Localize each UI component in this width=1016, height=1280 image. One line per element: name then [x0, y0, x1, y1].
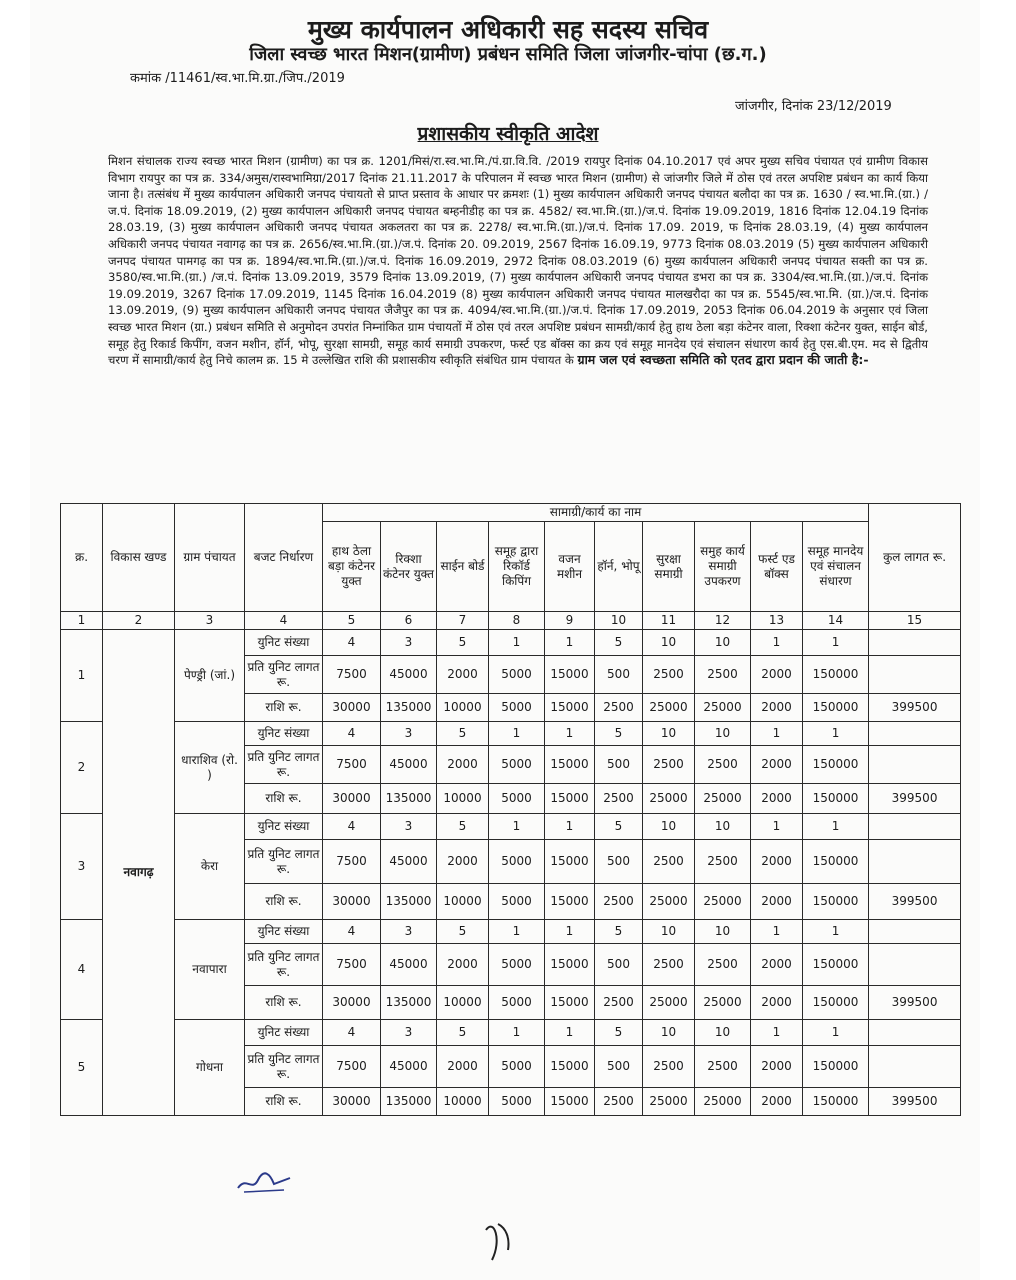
cell-value: 5 — [437, 630, 489, 656]
cell-value: 2500 — [695, 840, 751, 884]
row-label: युनिट संख्या — [245, 920, 323, 944]
row-sno: 1 — [61, 630, 103, 722]
cell-value: 2500 — [595, 986, 643, 1020]
cell-value: 3 — [381, 920, 437, 944]
cell-value: 30000 — [323, 694, 381, 722]
cell-value: 1 — [803, 920, 869, 944]
cell-value: 45000 — [381, 944, 437, 986]
header-material-group: सामाग्री/कार्य का नाम — [323, 504, 869, 522]
row-label: युनिट संख्या — [245, 814, 323, 840]
header-item: सुरक्षा समाग्री — [643, 522, 695, 612]
cell-value: 10 — [643, 1020, 695, 1046]
cell-value: 1 — [489, 722, 545, 746]
column-number: 10 — [595, 612, 643, 630]
row-total-blank — [869, 746, 961, 784]
cell-value: 135000 — [381, 986, 437, 1020]
row-label: प्रति युनिट लागत रू. — [245, 944, 323, 986]
cell-value: 1 — [545, 920, 595, 944]
row-sno: 4 — [61, 920, 103, 1020]
row-total-blank — [869, 814, 961, 840]
cell-value: 150000 — [803, 944, 869, 986]
header-item: हाथ ठेला बड़ा कंटेनर युक्त — [323, 522, 381, 612]
cell-value: 5000 — [489, 1046, 545, 1088]
cell-value: 45000 — [381, 840, 437, 884]
header-sno: क्र. — [61, 504, 103, 612]
cell-value: 45000 — [381, 656, 437, 694]
cell-value: 10 — [643, 630, 695, 656]
row-label: राशि रू. — [245, 1088, 323, 1116]
column-number: 1 — [61, 612, 103, 630]
cell-value: 2000 — [751, 986, 803, 1020]
header-total: कुल लागत रू. — [869, 504, 961, 612]
cell-value: 2000 — [751, 746, 803, 784]
cell-value: 2500 — [595, 1088, 643, 1116]
column-number: 9 — [545, 612, 595, 630]
cell-value: 5000 — [489, 746, 545, 784]
cell-value: 1 — [545, 722, 595, 746]
cell-value: 5 — [437, 814, 489, 840]
cell-value: 2000 — [751, 1046, 803, 1088]
cell-value: 2500 — [595, 884, 643, 920]
header-item: फर्स्ट एड बॉक्स — [751, 522, 803, 612]
cell-value: 25000 — [643, 884, 695, 920]
cell-value: 1 — [489, 920, 545, 944]
cell-value: 45000 — [381, 1046, 437, 1088]
cell-value: 4 — [323, 630, 381, 656]
cell-value: 150000 — [803, 986, 869, 1020]
cell-value: 30000 — [323, 784, 381, 814]
cell-value: 10 — [695, 1020, 751, 1046]
cell-value: 25000 — [695, 694, 751, 722]
cell-value: 500 — [595, 840, 643, 884]
row-label: प्रति युनिट लागत रू. — [245, 1046, 323, 1088]
cell-value: 10000 — [437, 1088, 489, 1116]
cell-value: 4 — [323, 814, 381, 840]
cell-value: 150000 — [803, 784, 869, 814]
row-total-blank — [869, 944, 961, 986]
cell-value: 3 — [381, 722, 437, 746]
signature-stroke — [480, 1210, 520, 1270]
cell-value: 1 — [803, 722, 869, 746]
row-gp: नवापारा — [175, 920, 245, 1020]
cell-value: 25000 — [695, 884, 751, 920]
cell-value: 3 — [381, 814, 437, 840]
cell-value: 15000 — [545, 840, 595, 884]
row-total: 399500 — [869, 1088, 961, 1116]
cell-value: 500 — [595, 944, 643, 986]
row-total-blank — [869, 840, 961, 884]
row-label: प्रति युनिट लागत रू. — [245, 656, 323, 694]
order-body-last: ग्राम जल एवं स्वच्छता समिति को एतद द्वारा प्रदान की जाती है:- — [577, 352, 869, 368]
row-total-blank — [869, 722, 961, 746]
cell-value: 15000 — [545, 1046, 595, 1088]
header-gp: ग्राम पंचायत — [175, 504, 245, 612]
row-gp: केरा — [175, 814, 245, 920]
cell-value: 1 — [489, 814, 545, 840]
cell-value: 3 — [381, 1020, 437, 1046]
cell-value: 150000 — [803, 1088, 869, 1116]
cell-value: 1 — [751, 920, 803, 944]
cell-value: 2000 — [751, 944, 803, 986]
cell-value: 1 — [803, 1020, 869, 1046]
row-label: युनिट संख्या — [245, 1020, 323, 1046]
row-total-blank — [869, 1020, 961, 1046]
column-number: 5 — [323, 612, 381, 630]
cell-value: 5000 — [489, 884, 545, 920]
row-label: राशि रू. — [245, 694, 323, 722]
cell-value: 7500 — [323, 656, 381, 694]
cell-value: 4 — [323, 920, 381, 944]
order-body — [108, 153, 928, 369]
cell-value: 10 — [643, 814, 695, 840]
cell-value: 10 — [695, 920, 751, 944]
header-item: समुह कार्य समाग्री उपकरण — [695, 522, 751, 612]
cell-value: 10 — [695, 630, 751, 656]
header-item: समूह द्वारा रिकॉर्ड किपिंग — [489, 522, 545, 612]
row-sno: 3 — [61, 814, 103, 920]
cell-value: 1 — [489, 1020, 545, 1046]
cell-value: 135000 — [381, 694, 437, 722]
cell-value: 150000 — [803, 840, 869, 884]
row-total-blank — [869, 656, 961, 694]
cell-value: 10 — [643, 722, 695, 746]
row-label: युनिट संख्या — [245, 722, 323, 746]
cell-value: 25000 — [695, 784, 751, 814]
cell-value: 5 — [595, 722, 643, 746]
header-item: रिक्शा कंटेनर युक्त — [381, 522, 437, 612]
row-total-blank — [869, 920, 961, 944]
cell-value: 5000 — [489, 944, 545, 986]
cell-value: 5 — [595, 1020, 643, 1046]
cell-value: 1 — [803, 630, 869, 656]
row-label: प्रति युनिट लागत रू. — [245, 746, 323, 784]
cell-value: 7500 — [323, 746, 381, 784]
row-block — [103, 630, 175, 1116]
cell-value: 5 — [595, 630, 643, 656]
cell-value: 2000 — [751, 884, 803, 920]
row-total: 399500 — [869, 986, 961, 1020]
cell-value: 2500 — [643, 840, 695, 884]
cell-value: 150000 — [803, 884, 869, 920]
cell-value: 15000 — [545, 1088, 595, 1116]
cell-value: 2000 — [437, 1046, 489, 1088]
cell-value: 2000 — [751, 694, 803, 722]
sanction-table — [60, 503, 961, 1116]
cell-value: 2500 — [695, 746, 751, 784]
cell-value: 15000 — [545, 694, 595, 722]
cell-value: 500 — [595, 1046, 643, 1088]
cell-value: 2000 — [751, 840, 803, 884]
cell-value: 15000 — [545, 884, 595, 920]
cell-value: 2500 — [695, 656, 751, 694]
column-number: 15 — [869, 612, 961, 630]
cell-value: 2500 — [695, 944, 751, 986]
cell-value: 2500 — [695, 1046, 751, 1088]
cell-value: 5000 — [489, 986, 545, 1020]
cell-value: 7500 — [323, 1046, 381, 1088]
cell-value: 2000 — [751, 656, 803, 694]
table-row — [61, 630, 961, 656]
row-total: 399500 — [869, 884, 961, 920]
cell-value: 10000 — [437, 784, 489, 814]
cell-value: 5 — [437, 920, 489, 944]
cell-value: 2000 — [751, 1088, 803, 1116]
cell-value: 2500 — [643, 944, 695, 986]
cell-value: 2000 — [437, 746, 489, 784]
row-label: राशि रू. — [245, 784, 323, 814]
cell-value: 500 — [595, 656, 643, 694]
cell-value: 1 — [751, 722, 803, 746]
cell-value: 10000 — [437, 986, 489, 1020]
cell-value: 2000 — [437, 840, 489, 884]
cell-value: 2000 — [437, 656, 489, 694]
order-title — [0, 120, 1016, 146]
column-number: 3 — [175, 612, 245, 630]
cell-value: 5000 — [489, 784, 545, 814]
column-number: 13 — [751, 612, 803, 630]
block-name: नवागढ़ — [123, 865, 154, 879]
cell-value: 2500 — [595, 694, 643, 722]
header-item: साईन बोर्ड — [437, 522, 489, 612]
cell-value: 1 — [751, 814, 803, 840]
column-number: 7 — [437, 612, 489, 630]
row-sno: 2 — [61, 722, 103, 814]
cell-value: 15000 — [545, 986, 595, 1020]
cell-value: 150000 — [803, 1046, 869, 1088]
cell-value: 15000 — [545, 746, 595, 784]
cell-value: 5 — [595, 920, 643, 944]
header-budget: बजट निर्धारण — [245, 504, 323, 612]
column-number: 11 — [643, 612, 695, 630]
cell-value: 1 — [751, 1020, 803, 1046]
header-block: विकास खण्ड — [103, 504, 175, 612]
cell-value: 25000 — [695, 1088, 751, 1116]
row-total: 399500 — [869, 694, 961, 722]
cell-value: 10 — [695, 814, 751, 840]
cell-value: 30000 — [323, 986, 381, 1020]
column-number: 8 — [489, 612, 545, 630]
cell-value: 25000 — [695, 986, 751, 1020]
header-item: समूह मानदेय एवं संचालन संधारण — [803, 522, 869, 612]
cell-value: 2500 — [643, 656, 695, 694]
cell-value: 4 — [323, 1020, 381, 1046]
cell-value: 2500 — [643, 1046, 695, 1088]
header-item: वजन मशीन — [545, 522, 595, 612]
row-label: राशि रू. — [245, 884, 323, 920]
table-row — [61, 722, 961, 746]
cell-value: 135000 — [381, 884, 437, 920]
office-subtitle: जिला स्वच्छ भारत मिशन(ग्रामीण) प्रबंधन समिति जिला जांजगीर-चांपा (छ.ग.) — [249, 44, 767, 65]
order-date: जांजगीर, दिनांक 23/12/2019 — [735, 99, 892, 114]
cell-value: 5 — [437, 1020, 489, 1046]
cell-value: 1 — [545, 1020, 595, 1046]
reference-number: कमांक /11461/स्व.भा.मि.ग्रा./जिप./2019 — [130, 71, 345, 86]
office-title: मुख्य कार्यपालन अधिकारी सह सदस्य सचिव — [307, 15, 709, 44]
cell-value: 1 — [545, 814, 595, 840]
cell-value: 5 — [595, 814, 643, 840]
cell-value: 135000 — [381, 1088, 437, 1116]
signature-mark — [234, 1168, 294, 1196]
column-number: 2 — [103, 612, 175, 630]
cell-value: 7500 — [323, 840, 381, 884]
cell-value: 5000 — [489, 694, 545, 722]
row-sno: 5 — [61, 1020, 103, 1116]
row-label: राशि रू. — [245, 986, 323, 1020]
row-label: युनिट संख्या — [245, 630, 323, 656]
cell-value: 2500 — [643, 746, 695, 784]
cell-value: 150000 — [803, 746, 869, 784]
header-item: हॉर्न, भोपू — [595, 522, 643, 612]
cell-value: 15000 — [545, 784, 595, 814]
table-row — [61, 814, 961, 840]
row-total-blank — [869, 630, 961, 656]
order-title-text: प्रशासकीय स्वीकृति आदेश — [417, 123, 599, 145]
cell-value: 2000 — [437, 944, 489, 986]
cell-value: 4 — [323, 722, 381, 746]
cell-value: 2500 — [595, 784, 643, 814]
cell-value: 5000 — [489, 840, 545, 884]
cell-value: 30000 — [323, 884, 381, 920]
order-body-text: मिशन संचालक राज्य स्वच्छ भारत मिशन (ग्रामीण) का पत्र क्र. 1201/मिसं/रा.स्व.भा.मि./पं.ग्रा.वि.वि. /2019 रायपुर दिनांक 04.10.2017 एवं अपर मुख्य सचिव पंचायत एवं ग्रामीण विकास विभाग रायपुर का पत्र क्र. 334/अमुस/रास्वभामिग्रा/2017 दिनांक 21.11.2017 के परिपालन में स्वच्छ भारत मिशन (ग्रामीण) से जांजगीर जिले में ठोस एवं तरल अपशिष्ट प्रबंधन का कार्य किया जाना है। तत्संबंध में मुख्य कार्यपालन अधिकारी जनपद पंचायतो से प्राप्त प्रस्ताव के आधार पर क्रमशः (1) मुख्य कार्यपालन अधिकारी जनपद पंचायत बलौदा का पत्र क्र. 1630 / स्व.भा.मि.(ग्रा.) /ज.पं. दिनांक 18.09.2019, (2) मुख्य कार्यपालन अधिकारी जनपद पंचायत बम्हनीडीह का पत्र क्र. 4582/ स्व.भा.मि.(ग्रा.)/ज.पं. दिनांक 19.09.2019, 1816 दिनांक 12.04.19 दिनांक 28.03.19, (3) मुख्य कार्यपालन अधिकारी जनपद पंचायत अकलतरा का पत्र क्र. 2278/ स्व.भा.मि.(ग्रा.)/ज.पं. दिनांक 17.09. 2019, फ दिनांक 28.03.19, (4) मुख्य कार्यपालन अधिकारी जनपद पंचायत नवागढ़ का पत्र क्र. 2656/स्व.भा.मि.(ग्रा.)/ज.पं. दिनांक 20. 09.2019, 2567 दिनांक 16.09.19, 9773 दिनांक 08.03.2019 (5) मुख्य कार्यपालन अधिकारी जनपद पंचायत पामगढ़ का पत्र क्र. 1894/स्व.भा.मि.(ग्रा.)/ज.पं. दिनांक 16.09.2019, 2972 दिनांक 08.03.2019 (6) मुख्य कार्यपालन अधिकारी जनपद पंचायत सक्ती का पत्र क्र. 3580/स्व.भा.मि.(ग्रा.) /ज.पं. दिनांक 13.09.2019, 3579 दिनांक 13.09.2019, (7) मुख्य कार्यपालन अधिकारी जनपद पंचायत डभरा का पत्र क्र. 3304/स्व.भा.मि.(ग्रा.)/ज.पं. दिनांक 19.09.2019, 3267 दिनांक 17.09.2019, 1145 दिनांक 16.04.2019 (8) मुख्य कार्यपालन अधिकारी जनपद पंचायत मालखरौदा का पत्र क्र. 5545/स्व.भा.मि. (ग्रा.)/ज.पं. दिनांक 13.09.2019, (9) मुख्य कार्यपालन अधिकारी जनपद पंचायत जैजैपुर का पत्र क्र. 4094/स्व.भा.मि.(ग्रा.)/ज.पं. दिनांक 17.09.2019, 2053 दिनांक 06.04.2019 के अनुसार एवं जिला स्वच्छ भारत मिशन (ग्रा.) प्रबंधन समिति से अनुमोदन उपरांत निम्नांकित ग्राम पंचायतों में ठोस एवं तरल अपशिष्ट प्रबंधन सामग्री/कार्य हेतु हाथ ठेला बड़ा कंटेनर वाला, रिक्शा कंटेनर युक्त, साईन बोर्ड, समूह हेतु रिकार्ड किपींग, वजन मशीन, हॉर्न, भोपू, सुरक्षा सामग्री, समूह कार्य समाग्री उपकरण, फर्स्ट एड बॉक्स का क्रय एवं समूह मानदेय एवं संचालन संधारण कार्य हेतु एस.बी.एम. मद से द्वितीय चरण में सामाग्री/कार्य हेतु निचे कालम क्र. 15 मे उल्लेखित राशि की प्रशासकीय स्वीकृति संबंधित ग्राम पंचायत के — [108, 154, 928, 368]
cell-value: 5000 — [489, 656, 545, 694]
cell-value: 5000 — [489, 1088, 545, 1116]
cell-value: 10 — [643, 920, 695, 944]
row-gp: गोधना — [175, 1020, 245, 1116]
table-row — [61, 1020, 961, 1046]
cell-value: 7500 — [323, 944, 381, 986]
cell-value: 1 — [489, 630, 545, 656]
column-number: 6 — [381, 612, 437, 630]
cell-value: 1 — [545, 630, 595, 656]
row-gp: पेण्ड्री (जां.) — [175, 630, 245, 722]
cell-value: 1 — [803, 814, 869, 840]
column-number: 14 — [803, 612, 869, 630]
cell-value: 25000 — [643, 986, 695, 1020]
cell-value: 10000 — [437, 694, 489, 722]
cell-value: 150000 — [803, 656, 869, 694]
column-number: 12 — [695, 612, 751, 630]
row-gp: धाराशिव (रो. ) — [175, 722, 245, 814]
cell-value: 15000 — [545, 656, 595, 694]
cell-value: 1 — [751, 630, 803, 656]
row-total: 399500 — [869, 784, 961, 814]
row-total-blank — [869, 1046, 961, 1088]
cell-value: 5 — [437, 722, 489, 746]
cell-value: 500 — [595, 746, 643, 784]
cell-value: 10 — [695, 722, 751, 746]
cell-value: 150000 — [803, 694, 869, 722]
cell-value: 45000 — [381, 746, 437, 784]
cell-value: 10000 — [437, 884, 489, 920]
row-label: प्रति युनिट लागत रू. — [245, 840, 323, 884]
cell-value: 3 — [381, 630, 437, 656]
cell-value: 2000 — [751, 784, 803, 814]
column-number: 4 — [245, 612, 323, 630]
cell-value: 135000 — [381, 784, 437, 814]
cell-value: 30000 — [323, 1088, 381, 1116]
cell-value: 25000 — [643, 784, 695, 814]
cell-value: 15000 — [545, 944, 595, 986]
table-row — [61, 920, 961, 944]
cell-value: 25000 — [643, 694, 695, 722]
cell-value: 25000 — [643, 1088, 695, 1116]
